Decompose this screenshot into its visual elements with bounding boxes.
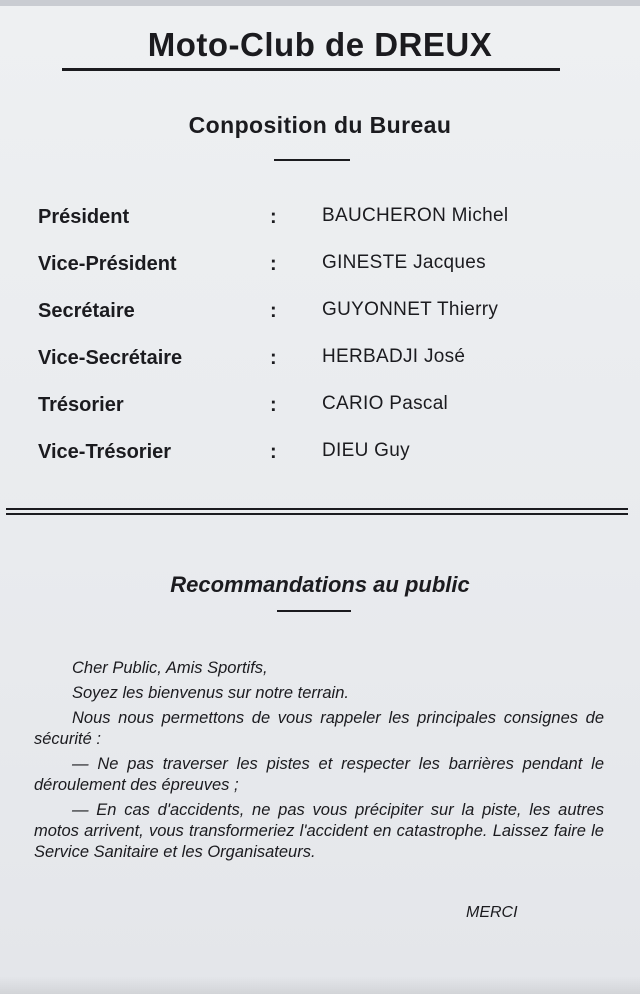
roster-role: Secrétaire — [38, 300, 135, 322]
page-shadow — [0, 976, 640, 994]
top-edge — [0, 0, 640, 6]
paragraph: Nous nous permettons de vous rappeler les principales consignes de sécurité : — [34, 709, 604, 748]
bureau-divider — [274, 159, 350, 161]
roster-name: BAUCHERON Michel — [322, 205, 509, 226]
roster-row — [38, 243, 618, 290]
recommendations-text — [34, 658, 604, 867]
paragraph: Cher Public, Amis Sportifs, — [72, 659, 268, 677]
roster-name: CARIO Pascal — [322, 393, 449, 414]
roster-role: Vice-Secrétaire — [38, 347, 183, 369]
roster-role: Trésorier — [38, 394, 124, 416]
bureau-title: Conposition du Bureau — [188, 112, 452, 138]
paragraph: — Ne pas traverser les pistes et respecter les barrières pendant le déroulement des épreuves ; — [34, 755, 604, 794]
roster-row — [38, 290, 618, 337]
thanks-text: MERCI — [466, 904, 518, 921]
title-underline — [62, 68, 560, 71]
section-divider — [6, 508, 628, 510]
roster-role: Vice-Trésorier — [38, 441, 172, 463]
roster-separator: : — [270, 300, 277, 322]
roster-separator: : — [270, 441, 277, 463]
recommendations-divider — [277, 610, 351, 612]
paragraph: — En cas d'accidents, ne pas vous précipiter sur la piste, les autres motos arrivent, vous transformeriez l'accident en catastrophe. Laissez faire le Service Sanitaire et les Organisateurs. — [34, 801, 604, 861]
paragraph: Soyez les bienvenus sur notre terrain. — [72, 684, 349, 702]
roster-separator: : — [270, 253, 277, 275]
section-divider — [6, 513, 628, 515]
club-title: Moto-Club de DREUX — [147, 26, 493, 63]
roster-name: DIEU Guy — [322, 440, 410, 461]
roster-row — [38, 431, 618, 478]
roster-row — [38, 384, 618, 431]
roster-separator: : — [270, 394, 277, 416]
roster-role: Président — [38, 206, 130, 228]
roster-separator: : — [270, 347, 277, 369]
bureau-roster — [38, 196, 618, 478]
roster-name: HERBADJI José — [322, 346, 466, 367]
roster-role: Vice-Président — [38, 253, 177, 275]
recommendations-title: Recommandations au public — [170, 572, 470, 597]
roster-row — [38, 196, 618, 243]
roster-separator: : — [270, 206, 277, 228]
roster-row — [38, 337, 618, 384]
roster-name: GUYONNET Thierry — [322, 299, 499, 320]
roster-name: GINESTE Jacques — [322, 252, 486, 273]
